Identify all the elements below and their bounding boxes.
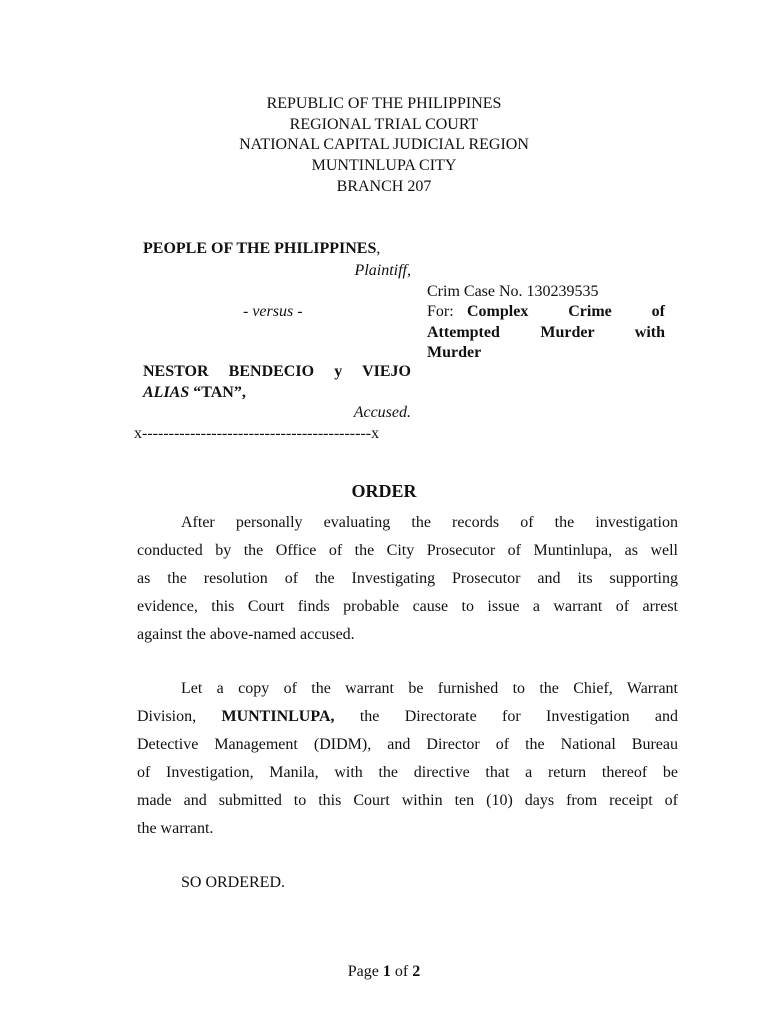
accused-alias bbox=[143, 384, 246, 402]
versus-label: - versus - bbox=[243, 303, 303, 320]
plaintiff-name-text: PEOPLE OF THE PHILIPPINES bbox=[143, 240, 377, 257]
division-text: Division, bbox=[137, 708, 197, 725]
header-republic: REPUBLIC OF THE PHILIPPINES bbox=[266, 95, 502, 112]
caption-separator: x-------------------------------------------x bbox=[134, 425, 380, 442]
for-label: For: bbox=[427, 303, 454, 320]
accused-name: NESTOR BENDECIO y VIEJO bbox=[143, 363, 411, 380]
paragraph-2-line-6: the warrant. bbox=[137, 820, 214, 837]
paragraph-1-line-1: After personally evaluating the records of the investigation bbox=[181, 514, 678, 531]
paragraph-1-line-3: as the resolution of the Investigating Prosecutor and its supporting bbox=[137, 570, 678, 587]
plaintiff-role: Plaintiff, bbox=[354, 262, 411, 279]
offense-line-2: Attempted Murder with bbox=[427, 324, 665, 341]
paragraph-2-line-2 bbox=[137, 703, 678, 731]
header-court: REGIONAL TRIAL COURT bbox=[289, 116, 479, 133]
header-branch: BRANCH 207 bbox=[336, 178, 432, 195]
alias-label: ALIAS bbox=[143, 384, 190, 401]
page-word: Page bbox=[347, 963, 383, 980]
plaintiff-name bbox=[143, 240, 380, 258]
paragraph-1-line-2: conducted by the Office of the City Prosecutor of Muntinlupa, as well bbox=[137, 542, 678, 559]
muntinlupa-bold: MUNTINLUPA, bbox=[221, 708, 335, 725]
offense-line-1: Complex Crime of bbox=[467, 303, 665, 320]
accused-role: Accused. bbox=[353, 404, 411, 421]
total-pages: 2 bbox=[412, 963, 421, 980]
page-number bbox=[0, 963, 768, 981]
plaintiff-comma: , bbox=[376, 240, 381, 257]
header-region: NATIONAL CAPITAL JUDICIAL REGION bbox=[239, 136, 529, 153]
paragraph-2-line-1: Let a copy of the warrant be furnished to the Chief, Warrant bbox=[181, 680, 678, 697]
paragraph-2 bbox=[137, 675, 678, 843]
paragraph-2-line-5: made and submitted to this Court within ten (10) days from receipt of bbox=[137, 792, 678, 809]
paragraph-2-line-3: Detective Management (DIDM), and Director of the National Bureau bbox=[137, 736, 678, 753]
paragraph-1-line-5: against the above-named accused. bbox=[137, 626, 355, 643]
current-page: 1 bbox=[382, 963, 391, 980]
paragraph-1 bbox=[137, 509, 678, 649]
directorate-text: the Directorate for Investigation and bbox=[359, 708, 679, 725]
offense-line-3: Murder bbox=[427, 344, 482, 361]
so-ordered: SO ORDERED. bbox=[181, 874, 286, 891]
of-word: of bbox=[390, 963, 413, 980]
header-city: MUNTINLUPA CITY bbox=[311, 157, 457, 174]
paragraph-2-line-4: of Investigation, Manila, with the directive that a return thereof be bbox=[137, 764, 678, 781]
alias-value: “TAN”, bbox=[189, 384, 246, 401]
paragraph-1-line-4: evidence, this Court finds probable cause to issue a warrant of arrest bbox=[137, 598, 678, 615]
case-number: Crim Case No. 130239535 bbox=[427, 283, 599, 300]
order-title: ORDER bbox=[351, 481, 417, 501]
